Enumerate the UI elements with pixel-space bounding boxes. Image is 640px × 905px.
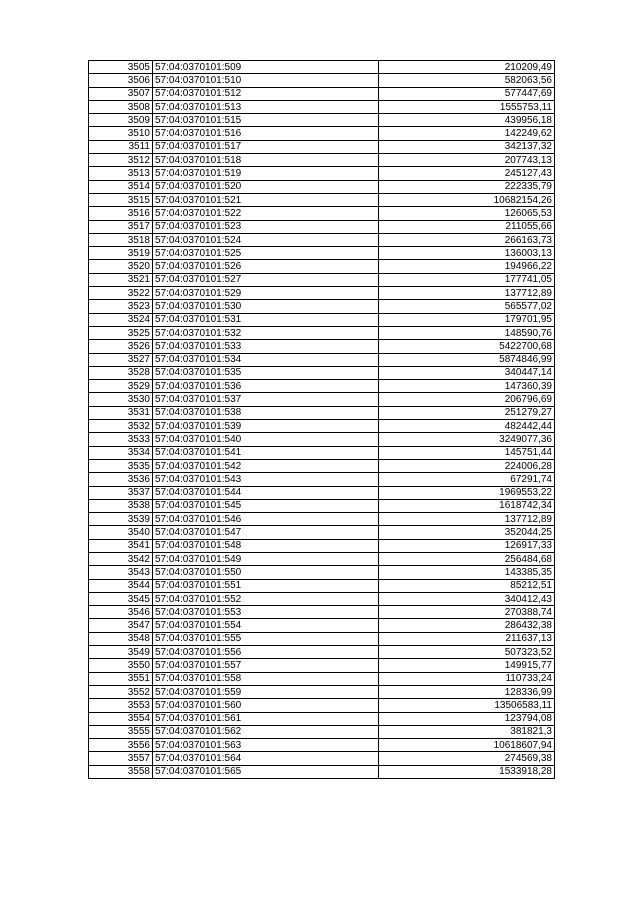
value-cell: 149915,77 (379, 659, 555, 672)
table-row (89, 486, 555, 499)
row-number-cell: 3540 (89, 526, 153, 539)
cadastral-number-cell: 57:04:0370101:541 (153, 446, 379, 459)
table-row (89, 287, 555, 300)
row-number-cell: 3520 (89, 260, 153, 273)
row-number-cell: 3513 (89, 167, 153, 180)
value-cell: 224006,28 (379, 459, 555, 472)
table-row (89, 739, 555, 752)
value-cell: 179701,95 (379, 313, 555, 326)
row-number-cell: 3512 (89, 154, 153, 167)
cadastral-number-cell: 57:04:0370101:564 (153, 752, 379, 765)
value-cell: 177741,05 (379, 273, 555, 286)
value-cell: 245127,43 (379, 167, 555, 180)
value-cell: 565577,02 (379, 300, 555, 313)
row-number-cell: 3546 (89, 606, 153, 619)
table-row (89, 154, 555, 167)
value-cell: 142249,62 (379, 127, 555, 140)
row-number-cell: 3532 (89, 420, 153, 433)
table-row (89, 659, 555, 672)
row-number-cell: 3508 (89, 100, 153, 113)
cadastral-number-cell: 57:04:0370101:522 (153, 207, 379, 220)
row-number-cell: 3516 (89, 207, 153, 220)
table-row (89, 446, 555, 459)
table-row (89, 207, 555, 220)
row-number-cell: 3515 (89, 193, 153, 206)
row-number-cell: 3525 (89, 326, 153, 339)
value-cell: 143385,35 (379, 566, 555, 579)
table-row (89, 406, 555, 419)
value-cell: 137712,89 (379, 513, 555, 526)
table-row (89, 473, 555, 486)
cadastral-number-cell: 57:04:0370101:545 (153, 499, 379, 512)
row-number-cell: 3505 (89, 61, 153, 74)
row-number-cell: 3556 (89, 739, 153, 752)
value-cell: 67291,74 (379, 473, 555, 486)
table-row (89, 699, 555, 712)
table-row (89, 260, 555, 273)
cadastral-number-cell: 57:04:0370101:518 (153, 154, 379, 167)
row-number-cell: 3542 (89, 552, 153, 565)
value-cell: 10682154,26 (379, 193, 555, 206)
row-number-cell: 3539 (89, 513, 153, 526)
value-cell: 266163,73 (379, 233, 555, 246)
table-row (89, 433, 555, 446)
value-cell: 577447,69 (379, 87, 555, 100)
row-number-cell: 3509 (89, 114, 153, 127)
table-row (89, 340, 555, 353)
table-row (89, 499, 555, 512)
row-number-cell: 3549 (89, 646, 153, 659)
table-row (89, 619, 555, 632)
value-cell: 126917,33 (379, 539, 555, 552)
cadastral-number-cell: 57:04:0370101:544 (153, 486, 379, 499)
cadastral-number-cell: 57:04:0370101:540 (153, 433, 379, 446)
table-row (89, 592, 555, 605)
table-row (89, 326, 555, 339)
value-cell: 128336,99 (379, 685, 555, 698)
cadastral-number-cell: 57:04:0370101:534 (153, 353, 379, 366)
value-cell: 136003,13 (379, 247, 555, 260)
row-number-cell: 3531 (89, 406, 153, 419)
table-row (89, 672, 555, 685)
table-row (89, 167, 555, 180)
table-row (89, 566, 555, 579)
value-cell: 222335,79 (379, 180, 555, 193)
row-number-cell: 3541 (89, 539, 153, 552)
row-number-cell: 3550 (89, 659, 153, 672)
cadastral-number-cell: 57:04:0370101:513 (153, 100, 379, 113)
table-row (89, 513, 555, 526)
table-row (89, 233, 555, 246)
row-number-cell: 3528 (89, 366, 153, 379)
value-cell: 340447,14 (379, 366, 555, 379)
table-row (89, 752, 555, 765)
cadastral-number-cell: 57:04:0370101:510 (153, 74, 379, 87)
value-cell: 5874846,99 (379, 353, 555, 366)
value-cell: 352044,25 (379, 526, 555, 539)
row-number-cell: 3534 (89, 446, 153, 459)
cadastral-number-cell: 57:04:0370101:512 (153, 87, 379, 100)
table-row (89, 313, 555, 326)
row-number-cell: 3506 (89, 74, 153, 87)
cadastral-number-cell: 57:04:0370101:539 (153, 420, 379, 433)
cadastral-number-cell: 57:04:0370101:554 (153, 619, 379, 632)
row-number-cell: 3511 (89, 140, 153, 153)
table-row (89, 632, 555, 645)
value-cell: 381821,3 (379, 725, 555, 738)
cadastral-number-cell: 57:04:0370101:509 (153, 61, 379, 74)
cadastral-number-cell: 57:04:0370101:536 (153, 380, 379, 393)
value-cell: 123794,08 (379, 712, 555, 725)
value-cell: 207743,13 (379, 154, 555, 167)
row-number-cell: 3547 (89, 619, 153, 632)
table-row (89, 353, 555, 366)
row-number-cell: 3533 (89, 433, 153, 446)
value-cell: 1555753,11 (379, 100, 555, 113)
cadastral-number-cell: 57:04:0370101:515 (153, 114, 379, 127)
cadastral-value-table (88, 60, 555, 779)
value-cell: 210209,49 (379, 61, 555, 74)
row-number-cell: 3538 (89, 499, 153, 512)
value-cell: 110733,24 (379, 672, 555, 685)
cadastral-number-cell: 57:04:0370101:523 (153, 220, 379, 233)
cadastral-number-cell: 57:04:0370101:551 (153, 579, 379, 592)
row-number-cell: 3519 (89, 247, 153, 260)
row-number-cell: 3543 (89, 566, 153, 579)
row-number-cell: 3551 (89, 672, 153, 685)
value-cell: 137712,89 (379, 287, 555, 300)
row-number-cell: 3529 (89, 380, 153, 393)
row-number-cell: 3545 (89, 592, 153, 605)
value-cell: 340412,43 (379, 592, 555, 605)
value-cell: 507323,52 (379, 646, 555, 659)
cadastral-number-cell: 57:04:0370101:535 (153, 366, 379, 379)
cadastral-number-cell: 57:04:0370101:565 (153, 765, 379, 778)
cadastral-number-cell: 57:04:0370101:555 (153, 632, 379, 645)
row-number-cell: 3557 (89, 752, 153, 765)
value-cell: 211637,13 (379, 632, 555, 645)
value-cell: 482442,44 (379, 420, 555, 433)
cadastral-number-cell: 57:04:0370101:533 (153, 340, 379, 353)
cadastral-number-cell: 57:04:0370101:563 (153, 739, 379, 752)
table-row (89, 127, 555, 140)
row-number-cell: 3514 (89, 180, 153, 193)
row-number-cell: 3544 (89, 579, 153, 592)
value-cell: 3249077,36 (379, 433, 555, 446)
value-cell: 10618607,94 (379, 739, 555, 752)
table-row (89, 579, 555, 592)
value-cell: 342137,32 (379, 140, 555, 153)
row-number-cell: 3536 (89, 473, 153, 486)
cadastral-number-cell: 57:04:0370101:556 (153, 646, 379, 659)
table-row (89, 539, 555, 552)
value-cell: 274569,38 (379, 752, 555, 765)
row-number-cell: 3530 (89, 393, 153, 406)
table-row (89, 100, 555, 113)
table-row (89, 87, 555, 100)
value-cell: 1533918,28 (379, 765, 555, 778)
cadastral-number-cell: 57:04:0370101:553 (153, 606, 379, 619)
cadastral-number-cell: 57:04:0370101:537 (153, 393, 379, 406)
table-row (89, 420, 555, 433)
row-number-cell: 3524 (89, 313, 153, 326)
row-number-cell: 3527 (89, 353, 153, 366)
cadastral-number-cell: 57:04:0370101:557 (153, 659, 379, 672)
value-cell: 194966,22 (379, 260, 555, 273)
value-cell: 147360,39 (379, 380, 555, 393)
cadastral-number-cell: 57:04:0370101:538 (153, 406, 379, 419)
value-cell: 13506583,11 (379, 699, 555, 712)
cadastral-number-cell: 57:04:0370101:548 (153, 539, 379, 552)
row-number-cell: 3517 (89, 220, 153, 233)
cadastral-number-cell: 57:04:0370101:547 (153, 526, 379, 539)
row-number-cell: 3526 (89, 340, 153, 353)
row-number-cell: 3523 (89, 300, 153, 313)
row-number-cell: 3535 (89, 459, 153, 472)
table-row (89, 606, 555, 619)
value-cell: 126065,53 (379, 207, 555, 220)
cadastral-number-cell: 57:04:0370101:559 (153, 685, 379, 698)
row-number-cell: 3537 (89, 486, 153, 499)
row-number-cell: 3555 (89, 725, 153, 738)
row-number-cell: 3552 (89, 685, 153, 698)
cadastral-number-cell: 57:04:0370101:517 (153, 140, 379, 153)
cadastral-number-cell: 57:04:0370101:529 (153, 287, 379, 300)
cadastral-number-cell: 57:04:0370101:516 (153, 127, 379, 140)
row-number-cell: 3558 (89, 765, 153, 778)
cadastral-number-cell: 57:04:0370101:524 (153, 233, 379, 246)
table-row (89, 140, 555, 153)
cadastral-number-cell: 57:04:0370101:561 (153, 712, 379, 725)
cadastral-number-cell: 57:04:0370101:530 (153, 300, 379, 313)
table-row (89, 114, 555, 127)
value-cell: 1618742,34 (379, 499, 555, 512)
cadastral-number-cell: 57:04:0370101:558 (153, 672, 379, 685)
cadastral-number-cell: 57:04:0370101:543 (153, 473, 379, 486)
value-cell: 148590,76 (379, 326, 555, 339)
table-row (89, 220, 555, 233)
value-cell: 439956,18 (379, 114, 555, 127)
table-row (89, 646, 555, 659)
value-cell: 286432,38 (379, 619, 555, 632)
cadastral-number-cell: 57:04:0370101:519 (153, 167, 379, 180)
value-cell: 206796,69 (379, 393, 555, 406)
table-row (89, 273, 555, 286)
value-cell: 85212,51 (379, 579, 555, 592)
cadastral-number-cell: 57:04:0370101:549 (153, 552, 379, 565)
value-cell: 5422700,68 (379, 340, 555, 353)
row-number-cell: 3510 (89, 127, 153, 140)
table-row (89, 526, 555, 539)
table-row (89, 74, 555, 87)
table-row (89, 300, 555, 313)
cadastral-number-cell: 57:04:0370101:526 (153, 260, 379, 273)
row-number-cell: 3522 (89, 287, 153, 300)
value-cell: 145751,44 (379, 446, 555, 459)
table-row (89, 459, 555, 472)
table-row (89, 61, 555, 74)
value-cell: 211055,66 (379, 220, 555, 233)
table-row (89, 180, 555, 193)
cadastral-number-cell: 57:04:0370101:550 (153, 566, 379, 579)
row-number-cell: 3507 (89, 87, 153, 100)
cadastral-number-cell: 57:04:0370101:525 (153, 247, 379, 260)
cadastral-number-cell: 57:04:0370101:521 (153, 193, 379, 206)
value-cell: 1969553,22 (379, 486, 555, 499)
cadastral-number-cell: 57:04:0370101:552 (153, 592, 379, 605)
table-row (89, 393, 555, 406)
row-number-cell: 3521 (89, 273, 153, 286)
row-number-cell: 3553 (89, 699, 153, 712)
cadastral-number-cell: 57:04:0370101:532 (153, 326, 379, 339)
value-cell: 582063,56 (379, 74, 555, 87)
table-row (89, 193, 555, 206)
cadastral-number-cell: 57:04:0370101:560 (153, 699, 379, 712)
cadastral-number-cell: 57:04:0370101:542 (153, 459, 379, 472)
table-row (89, 712, 555, 725)
table-row (89, 366, 555, 379)
row-number-cell: 3554 (89, 712, 153, 725)
table-row (89, 725, 555, 738)
cadastral-number-cell: 57:04:0370101:520 (153, 180, 379, 193)
table-body (89, 61, 555, 779)
cadastral-number-cell: 57:04:0370101:546 (153, 513, 379, 526)
cadastral-number-cell: 57:04:0370101:527 (153, 273, 379, 286)
table-row (89, 765, 555, 778)
row-number-cell: 3518 (89, 233, 153, 246)
cadastral-number-cell: 57:04:0370101:562 (153, 725, 379, 738)
value-cell: 270388,74 (379, 606, 555, 619)
value-cell: 256484,68 (379, 552, 555, 565)
table-row (89, 552, 555, 565)
table-row (89, 247, 555, 260)
value-cell: 251279,27 (379, 406, 555, 419)
table-row (89, 685, 555, 698)
table-row (89, 380, 555, 393)
cadastral-number-cell: 57:04:0370101:531 (153, 313, 379, 326)
row-number-cell: 3548 (89, 632, 153, 645)
